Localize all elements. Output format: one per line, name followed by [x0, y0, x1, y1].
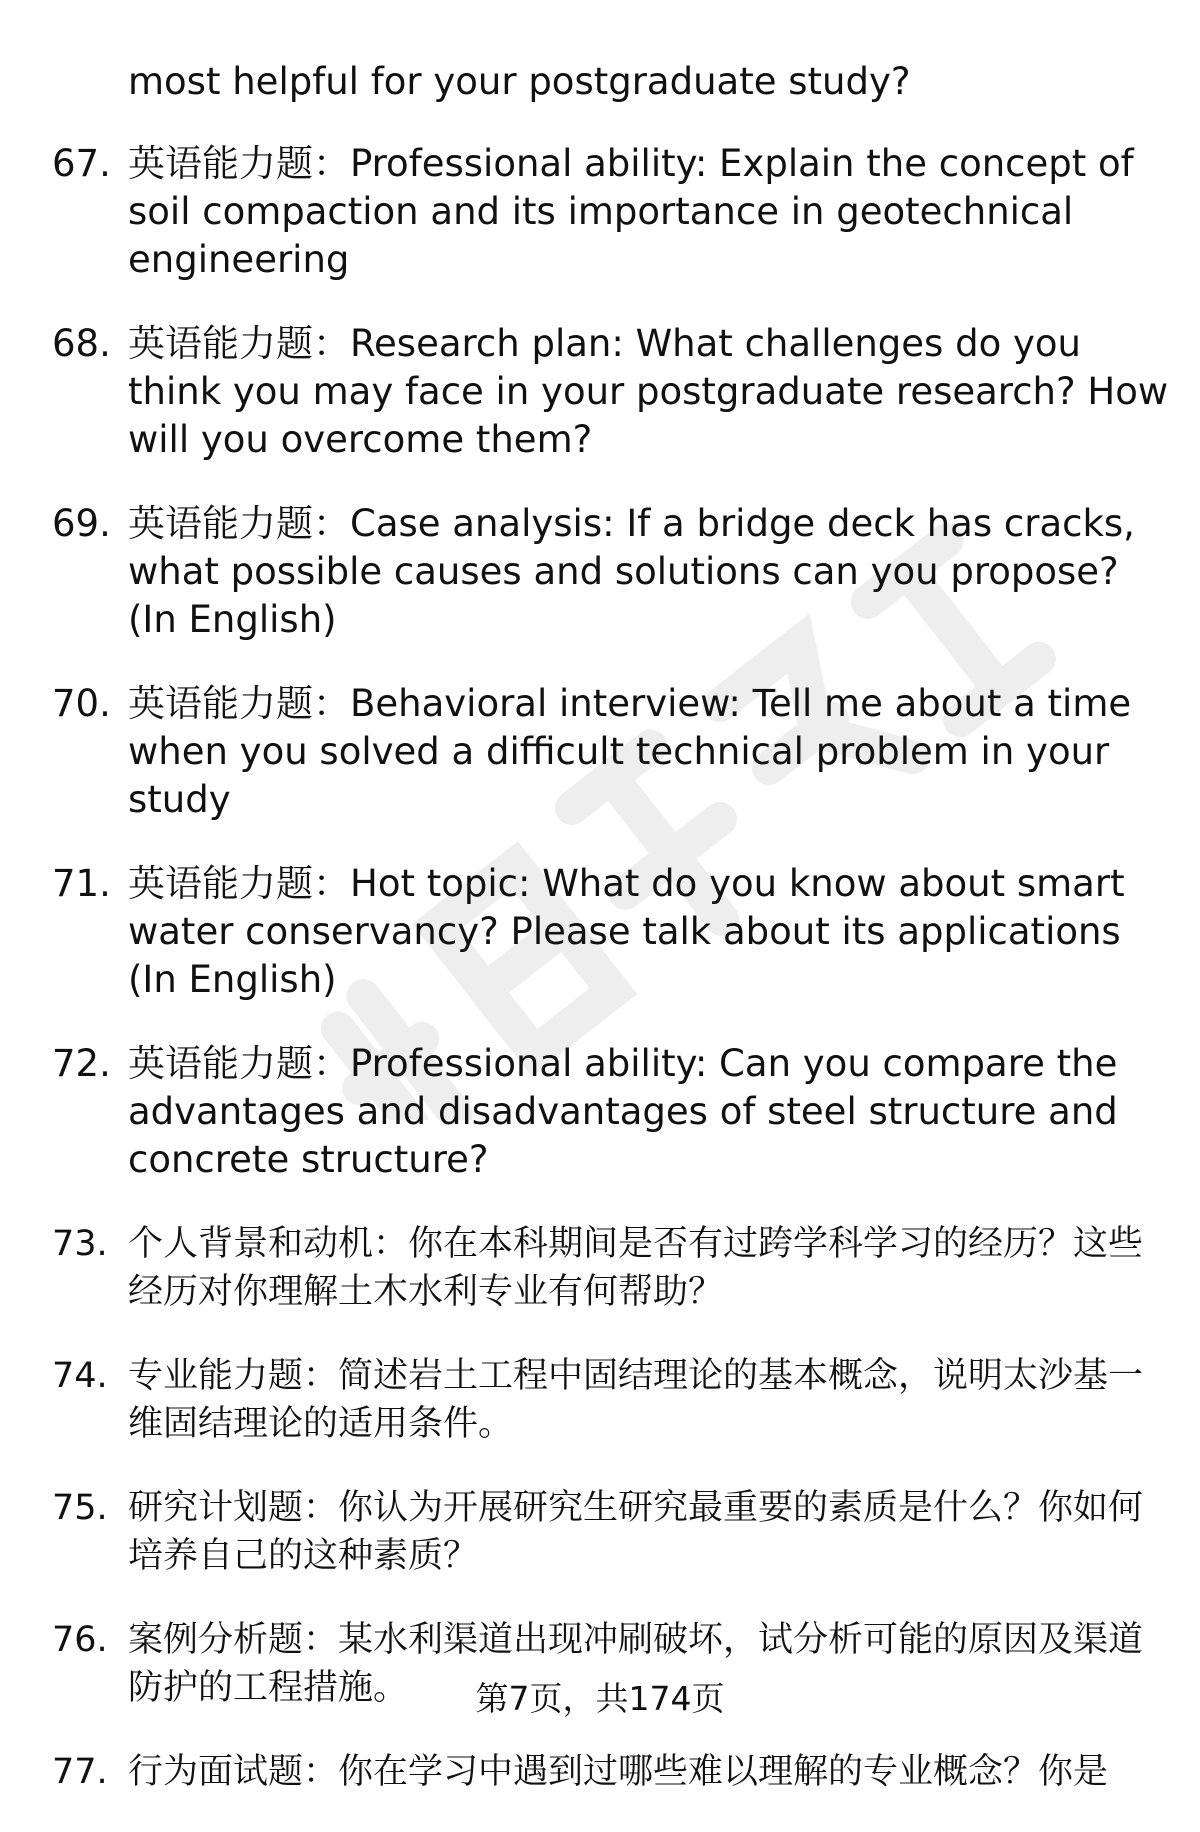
- question-item: [0, 1220, 1158, 1316]
- question-text: 英语能力题：Research plan: What challenges do you think you may face in your postgraduate research? How will you overcome them?: [128, 322, 1169, 461]
- question-number: 77.: [52, 1752, 108, 1792]
- question-text: 专业能力题：简述岩土工程中固结理论的基本概念，说明太沙基一维固结理论的适用条件。: [128, 1356, 1144, 1444]
- question-text: 案例分析题：某水利渠道出现冲刷破坏，试分析可能的原因及渠道防护的工程措施。: [128, 1620, 1144, 1708]
- question-text: 个人背景和动机：你在本科期间是否有过跨学科学习的经历？这些经历对你理解土木水利专业有何帮助？: [128, 1224, 1144, 1312]
- question-text: 英语能力题：Behavioral interview: Tell me about a time when you solved a difficult technical problem in your study: [128, 682, 1132, 821]
- question-text: 英语能力题：Case analysis: If a bridge deck has cracks, what possible causes and solutions can you propose? (In English): [128, 502, 1135, 641]
- question-item: [0, 1352, 1158, 1448]
- question-list: [0, 140, 1200, 1832]
- question-item: [0, 140, 1173, 284]
- question-text: 英语能力题：Professional ability: Can you compare the advantages and disadvantages of steel structure and concrete structure?: [128, 1042, 1118, 1181]
- question-number: 73.: [52, 1224, 108, 1264]
- continued-question-text: most helpful for your postgraduate study?: [128, 60, 911, 103]
- question-item: [0, 1484, 1158, 1580]
- question-text: 英语能力题：Hot topic: What do you know about smart water conservancy? Please talk about its applications (In English): [128, 862, 1125, 1001]
- question-item: [0, 1748, 1158, 1796]
- question-item: [0, 680, 1173, 824]
- question-number: 72.: [52, 1042, 111, 1085]
- question-number: 70.: [52, 682, 111, 725]
- question-item: [0, 320, 1173, 464]
- question-item: [0, 500, 1173, 644]
- question-number: 67.: [52, 142, 111, 185]
- question-text: 行为面试题：你在学习中遇到过哪些难以理解的专业概念？你是: [128, 1752, 1109, 1792]
- question-item: [0, 860, 1173, 1004]
- question-number: 74.: [52, 1356, 108, 1396]
- question-number: 68.: [52, 322, 111, 365]
- question-number: 69.: [52, 502, 111, 545]
- question-number: 75.: [52, 1488, 108, 1528]
- page-footer: 第7页，共174页: [475, 1679, 725, 1718]
- question-item: [0, 1040, 1173, 1184]
- question-text: 英语能力题：Professional ability: Explain the concept of soil compaction and its importance in geotechnical engineering: [128, 142, 1134, 281]
- question-text: 研究计划题：你认为开展研究生研究最重要的素质是什么？你如何培养自己的这种素质？: [128, 1488, 1144, 1576]
- question-number: 76.: [52, 1620, 108, 1660]
- question-number: 71.: [52, 862, 111, 905]
